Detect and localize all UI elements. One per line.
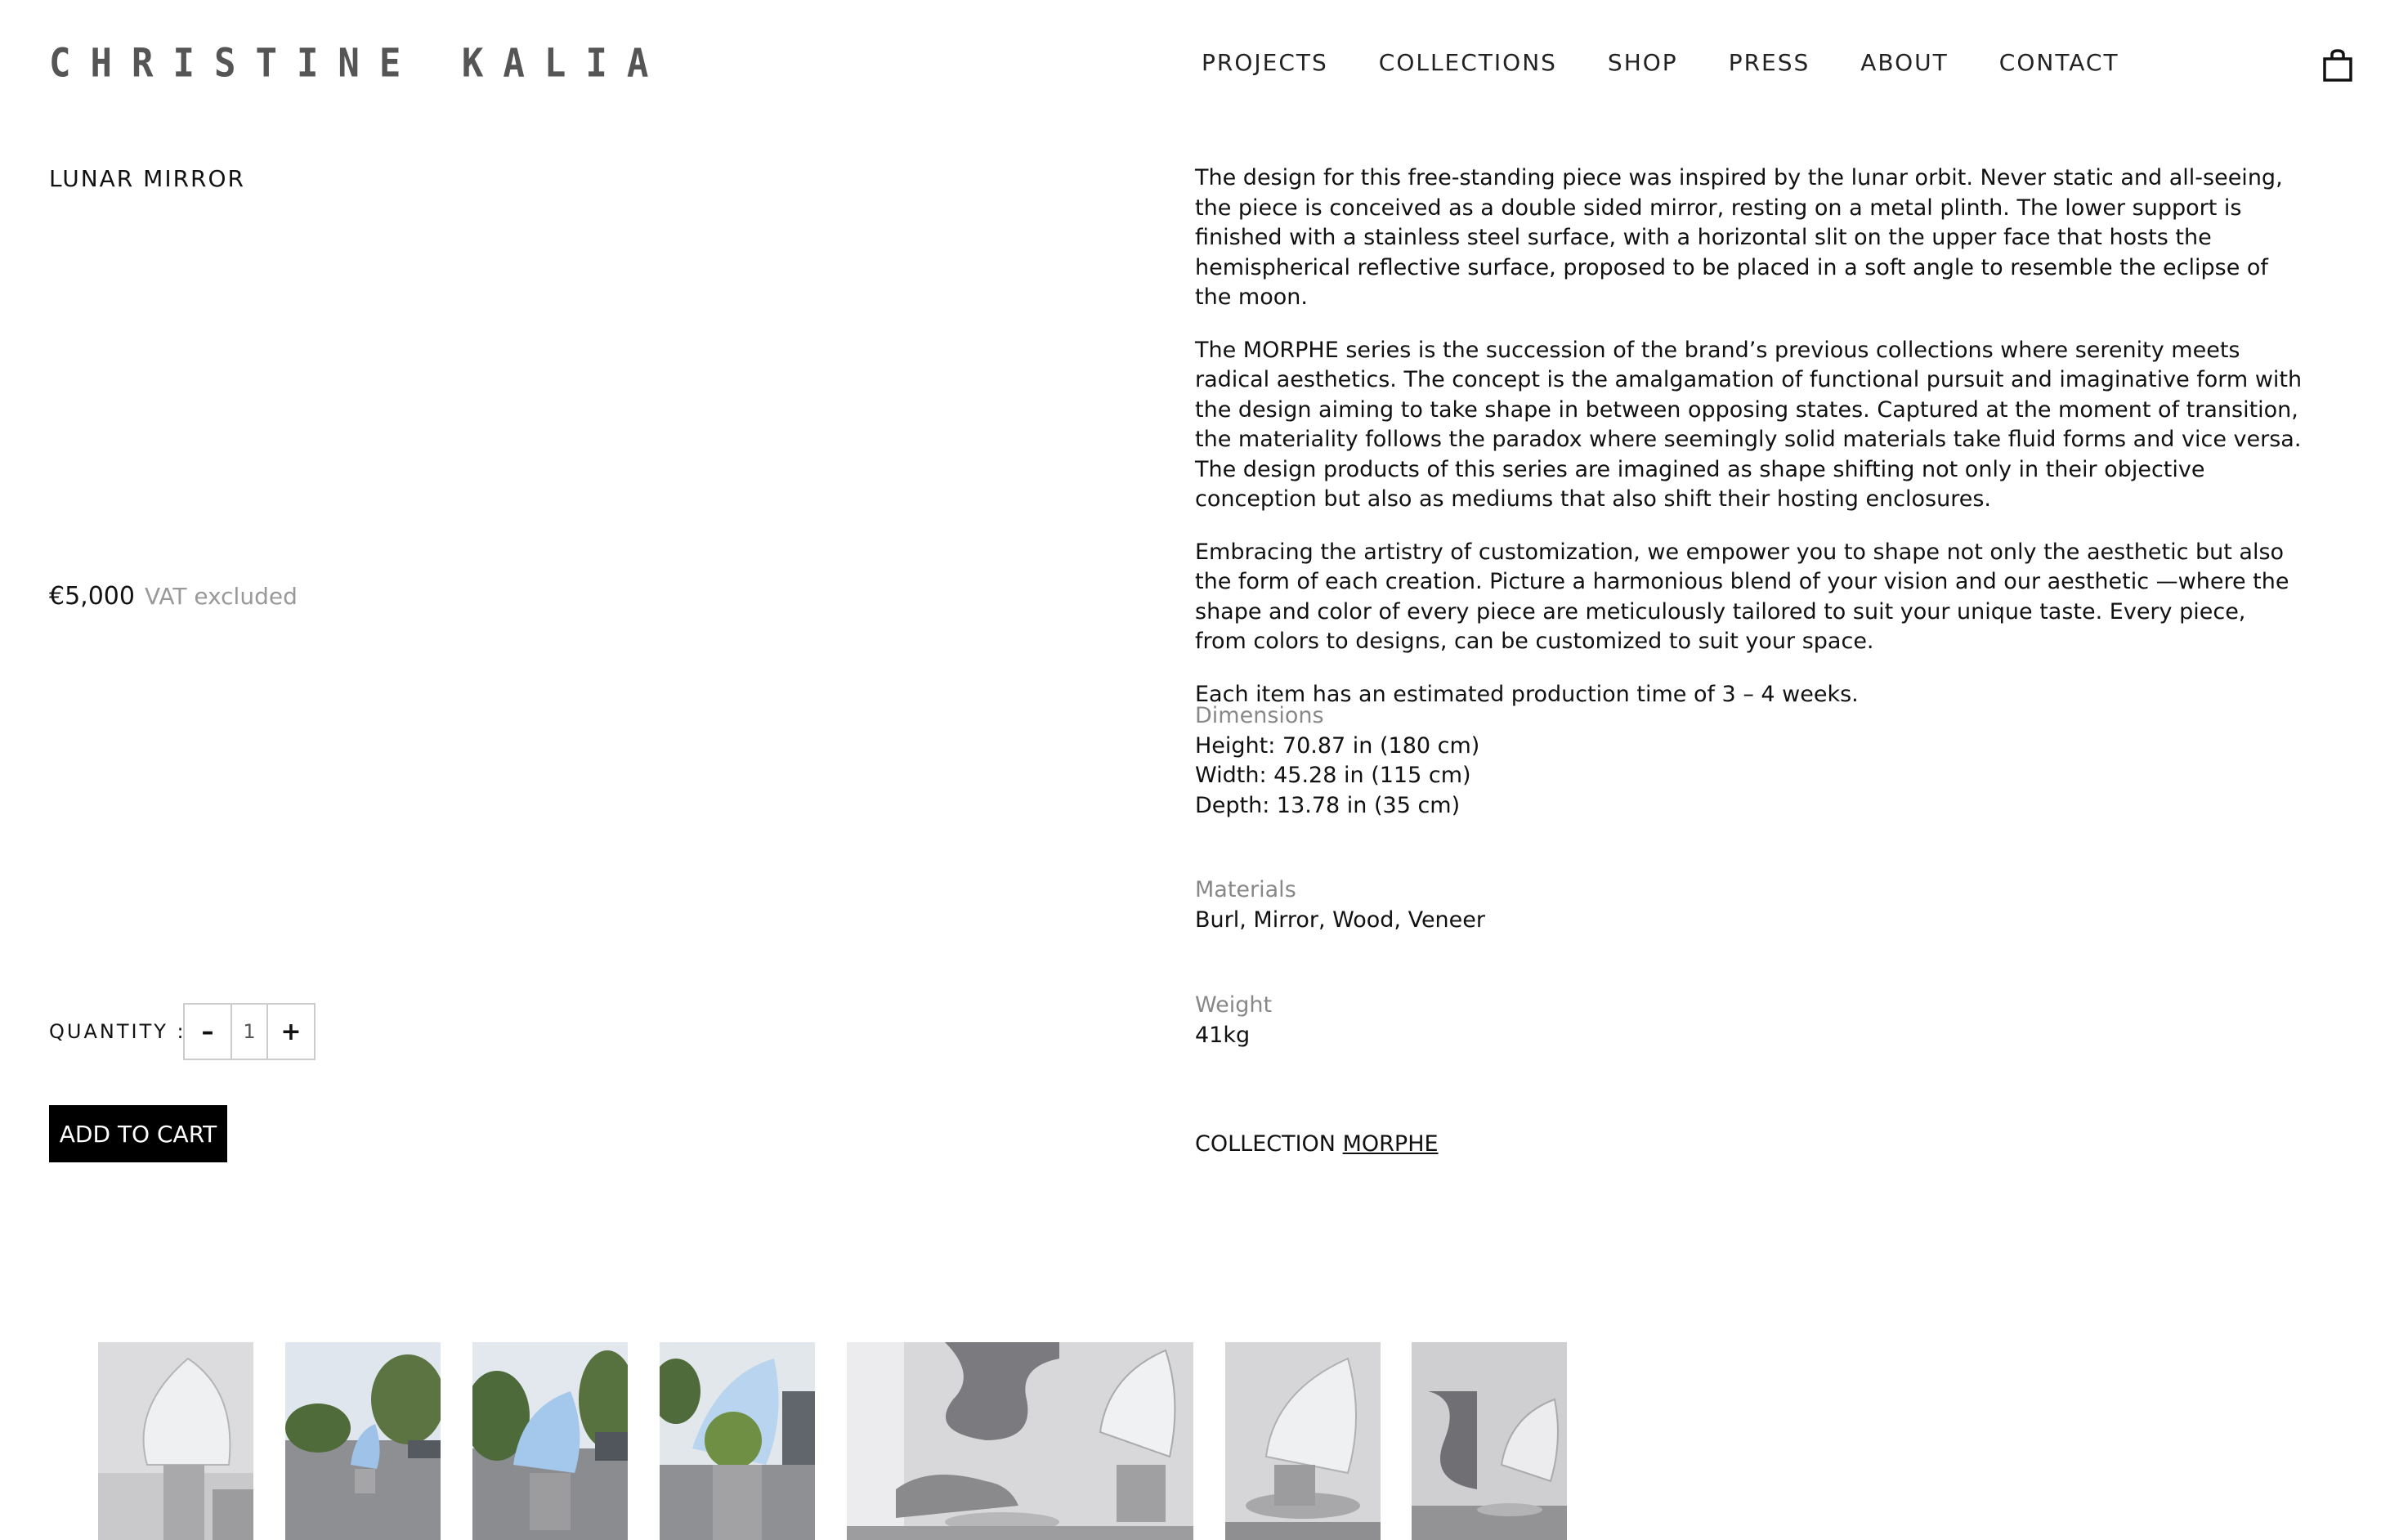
materials-value: Burl, Mirror, Wood, Veneer	[1195, 907, 1485, 933]
price-row	[49, 582, 298, 611]
weight-value: 41kg	[1195, 1022, 1251, 1048]
nav-about[interactable]: ABOUT	[1860, 49, 1949, 76]
product-price: €5,000	[49, 582, 135, 611]
main-nav	[1202, 49, 2119, 76]
living-room-thumbnail	[847, 1342, 1193, 1540]
mirror-street-thumbnail	[285, 1342, 441, 1540]
collection-prefix: COLLECTION	[1195, 1131, 1336, 1157]
weight-section	[1195, 991, 1931, 1050]
production-time: Each item has an estimated production time of 3 – 4 weeks.	[1195, 681, 1859, 707]
nav-contact[interactable]: CONTACT	[1998, 49, 2119, 76]
dimension-depth: Depth: 13.78 in (35 cm)	[1195, 792, 1461, 818]
thumbnail-3[interactable]	[472, 1342, 628, 1540]
description-paragraph: Embracing the artistry of customization, we empower you to shape not only the aesthetic but also the form of each creation. Picture a harmonious blend of your vision and our aesthetic —where the shape and color of every piece are meticulously tailored to suit your unique taste. Every piece, from colors to designs, can be customized to suit your space.	[1195, 539, 2289, 654]
nav-projects[interactable]: PROJECTS	[1202, 49, 1328, 76]
quantity-increase-button[interactable]: +	[280, 1017, 302, 1046]
thumbnail-4[interactable]	[660, 1342, 815, 1540]
mirror-reflection-thumbnail	[660, 1342, 815, 1540]
product-title: LUNAR MIRROR	[49, 165, 245, 192]
dimensions-section	[1195, 701, 1931, 821]
mirror-street-closeup-thumbnail	[472, 1342, 628, 1540]
collection-link[interactable]: MORPHE	[1342, 1131, 1439, 1157]
thumbnail-5[interactable]	[847, 1342, 1193, 1540]
thumbnail-7[interactable]	[1412, 1342, 1567, 1540]
brand-logo[interactable]: CHRISTINE KALIA	[49, 40, 669, 87]
nav-collections[interactable]: COLLECTIONS	[1378, 49, 1557, 76]
quantity-input[interactable]: 1	[230, 1005, 268, 1059]
materials-label: Materials	[1195, 877, 1296, 902]
quantity-decrease-button[interactable]: –	[201, 1017, 214, 1046]
shopping-bag-icon[interactable]	[2320, 47, 2356, 83]
thumbnail-6[interactable]	[1225, 1342, 1381, 1540]
description-paragraph: The design for this free-standing piece was inspired by the lunar orbit. Never static and all-seeing, the piece is conceived as a double sided mirror, resting on a metal plinth. The lower support is finished with a stainless steel surface, with a horizontal slit on the upper face that hosts the hemispherical reflective surface, proposed to be placed in a soft angle to resemble the eclipse of the moon.	[1195, 165, 2283, 310]
add-to-cart-button[interactable]: ADD TO CART	[49, 1105, 227, 1162]
mirror-room-thumbnail	[1225, 1342, 1381, 1540]
nav-shop[interactable]: SHOP	[1607, 49, 1678, 76]
thumbnail-1[interactable]	[98, 1342, 253, 1540]
quantity-label: QUANTITY :	[49, 1020, 186, 1043]
weight-label: Weight	[1195, 992, 1273, 1018]
mirror-corner-thumbnail	[1412, 1342, 1567, 1540]
dimensions-label: Dimensions	[1195, 703, 1324, 728]
dimension-width: Width: 45.28 in (115 cm)	[1195, 763, 1471, 788]
thumbnail-2[interactable]	[285, 1342, 441, 1540]
materials-section	[1195, 875, 1931, 935]
quantity-stepper	[183, 1003, 316, 1060]
product-description	[1195, 163, 2303, 732]
nav-press[interactable]: PRESS	[1728, 49, 1810, 76]
vat-note: VAT excluded	[144, 583, 298, 610]
dimension-height: Height: 70.87 in (180 cm)	[1195, 732, 1480, 759]
collection-line	[1195, 1131, 1439, 1157]
description-paragraph: The MORPHE series is the succession of the brand’s previous collections where serenity meets radical aesthetics. The concept is the amalgamation of functional pursuit and imaginative form with the design aiming to take shape in between opposing states. Captured at the moment of transition, the materiality follows the paradox where seemingly solid materials take fluid forms and vice versa. The design products of this series are imagined as shape shifting not only in their objective conception but also as mediums that also shift their hosting enclosures.	[1195, 337, 2303, 512]
mirror-interior-thumbnail	[98, 1342, 253, 1540]
